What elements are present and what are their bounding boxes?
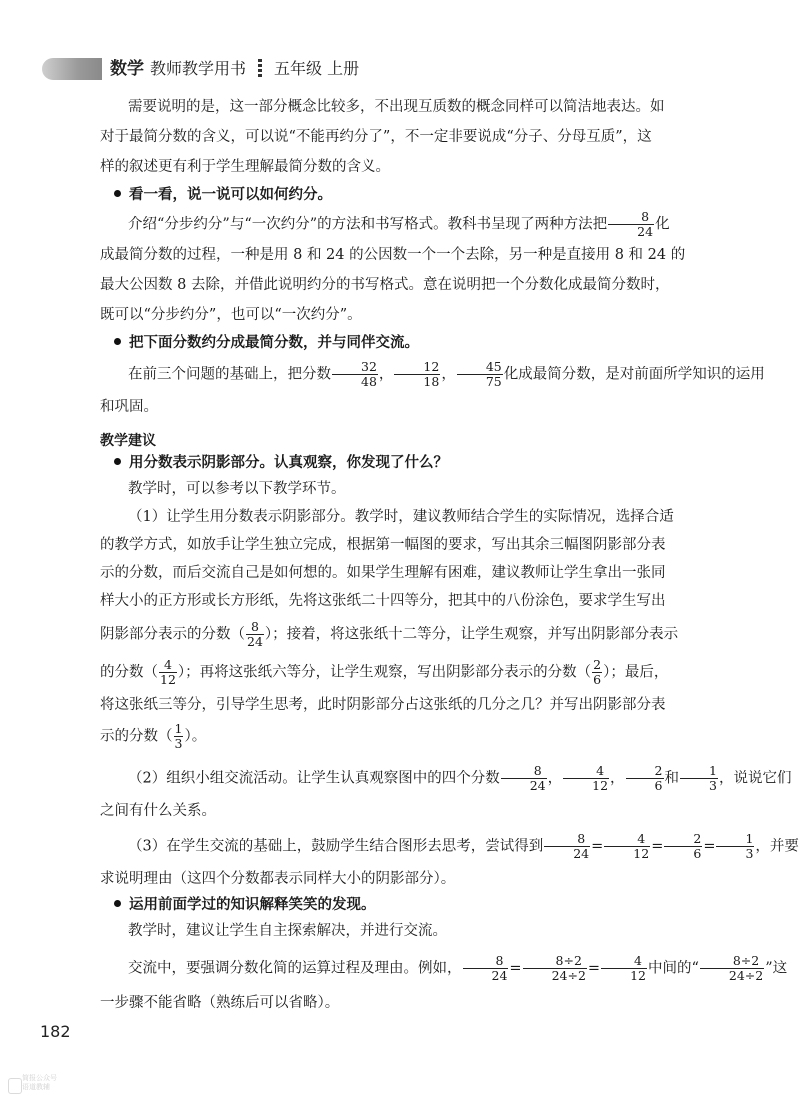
denominator: 24 — [247, 634, 263, 649]
fraction — [544, 832, 590, 861]
denominator: 48 — [361, 374, 377, 389]
page-header — [0, 52, 800, 92]
fraction — [700, 954, 764, 983]
text: ）；再将这张纸六等分，让学生观察，写出阴影部分表示的分数（ — [177, 664, 592, 681]
numerator: 45 — [457, 360, 503, 375]
denominator: 12 — [630, 968, 646, 983]
fraction — [592, 658, 602, 687]
paragraph-line: 对于最简分数的含义，可以说“不能再约分了”，不一定非要说成“分子、分母互质”，这 — [100, 129, 652, 145]
text: ， — [610, 770, 625, 787]
fraction — [159, 658, 177, 687]
fraction — [501, 764, 547, 793]
bullet-heading — [100, 450, 718, 477]
watermark-icon — [8, 1078, 22, 1094]
paragraph-line — [100, 722, 718, 751]
denominator: 24 — [529, 778, 546, 793]
text: ）。 — [184, 728, 207, 745]
fraction — [680, 764, 718, 793]
denominator: 24 — [573, 846, 590, 861]
bullet-icon — [114, 900, 121, 907]
numerator: 2 — [664, 832, 702, 847]
numerator: 4 — [563, 764, 609, 779]
text: = — [591, 838, 604, 855]
header-book: 教师教学用书 — [150, 59, 247, 78]
fraction — [716, 832, 754, 861]
bullet-text: 看一看，说一说可以如何约分。 — [129, 187, 332, 203]
paragraph-line: （1）让学生用分数表示阴影部分。教学时，建议教师结合学生的实际情况，选择合适 — [128, 509, 674, 525]
denominator: 6 — [593, 672, 602, 687]
fraction — [608, 210, 654, 239]
text: ， — [378, 366, 394, 383]
text: （2）组织小组交流活动。让学生认真观察图中的四个分数 — [128, 770, 500, 787]
denominator: 3 — [709, 778, 717, 793]
denominator: 12 — [633, 846, 650, 861]
numerator: 2 — [593, 657, 602, 672]
numerator: 12 — [394, 360, 440, 375]
paragraph-line — [100, 763, 792, 793]
paragraph-line: 一步骤不能省略（熟练后可以省略）。 — [100, 995, 340, 1011]
numerator: 8÷2 — [523, 954, 587, 969]
bullet-icon — [114, 458, 121, 465]
text: ， — [547, 770, 563, 787]
text: 在前三个问题的基础上，把分数 — [128, 366, 331, 383]
numerator: 4 — [604, 832, 650, 847]
bullet-text: 把下面分数约分成最简分数，并与同伴交流。 — [129, 335, 419, 351]
numerator: 8 — [608, 210, 654, 225]
fraction — [601, 954, 647, 983]
fraction — [563, 764, 609, 793]
text: 的分数（ — [100, 664, 158, 681]
bullet-heading — [100, 892, 718, 919]
paragraph-line: 和巩固。 — [100, 399, 158, 415]
paragraph-line: 最大公因数 8 去除，并借此说明约分的书写格式。意在说明把一个分数化成最简分数时， — [100, 277, 670, 293]
section-title: 教学建议 — [100, 433, 156, 449]
fraction — [394, 360, 440, 389]
header-title — [110, 58, 359, 80]
text: 中间的“ — [647, 960, 699, 977]
paragraph-line: 教学时，建议让学生自主探索解决，并进行交流。 — [128, 923, 447, 939]
paragraph-line: 将这张纸三等分，引导学生思考，此时阴影部分占这张纸的几分之几？并写出阴影部分表 — [100, 697, 666, 713]
paragraph-line: 成最简分数的过程，一种是用 8 和 24 的公因数一个一个去除，另一种是直接用 8 和 24 的 — [100, 247, 686, 263]
fraction — [626, 764, 664, 793]
text: 交流中，要强调分数化简的运算过程及理由。例如， — [128, 960, 462, 977]
denominator: 75 — [485, 374, 502, 389]
fraction — [523, 954, 587, 983]
denominator: 18 — [423, 374, 440, 389]
bullet-text: 用分数表示阴影部分。认真观察，你发现了什么？ — [129, 455, 448, 471]
denominator: 24÷2 — [728, 968, 764, 983]
numerator: 2 — [626, 764, 664, 779]
header-grade: 五年级 上册 — [274, 59, 360, 78]
watermark — [8, 1074, 68, 1102]
paragraph-line: 教学时，可以参考以下教学环节。 — [128, 481, 346, 497]
text: ）；最后， — [603, 664, 669, 681]
paragraph-line: 的教学方式，如放手让学生独立完成，根据第一幅图的要求，写出其余三幅图阴影部分表 — [100, 537, 666, 553]
bullet-heading — [100, 330, 718, 357]
denominator: 24÷2 — [551, 968, 586, 983]
paragraph-line: 既可以“分步约分”，也可以“一次约分”。 — [100, 307, 362, 323]
text: 阴影部分表示的分数（ — [100, 626, 245, 643]
denominator: 12 — [160, 672, 176, 687]
numerator: 8 — [544, 832, 590, 847]
numerator: 8 — [246, 620, 264, 635]
text: = — [587, 960, 601, 977]
numerator: 4 — [159, 658, 177, 673]
text: 化 — [655, 216, 670, 233]
text: ”这 — [765, 960, 788, 977]
bullet-icon — [114, 190, 121, 197]
text: = — [509, 960, 522, 977]
text: = — [651, 838, 664, 855]
fraction — [664, 832, 702, 861]
fraction — [457, 360, 503, 389]
page-number: 182 — [40, 1022, 71, 1041]
paragraph-line: 之间有什么关系。 — [100, 803, 216, 819]
numerator: 1 — [174, 721, 183, 736]
text: ，并要 — [755, 838, 799, 855]
header-decor-bar — [42, 58, 102, 80]
paragraph-line — [100, 620, 718, 649]
paragraph-line: 需要说明的是，这一部分概念比较多，不出现互质数的概念同样可以简洁地表达。如 — [128, 99, 665, 115]
paragraph-line — [100, 359, 765, 389]
text: 示的分数（ — [100, 728, 173, 745]
denominator: 24 — [491, 968, 508, 983]
numerator: 8÷2 — [700, 954, 764, 969]
paragraph-line: 示的分数，而后交流自己是如何想的。如果学生理解有困难，建议教师让学生拿出一张同 — [100, 565, 666, 581]
text: （3）在学生交流的基础上，鼓励学生结合图形去思考，尝试得到 — [128, 838, 544, 855]
text: 和 — [664, 770, 679, 787]
paragraph-line — [100, 831, 799, 861]
numerator: 32 — [332, 360, 378, 375]
numerator: 8 — [501, 764, 547, 779]
paragraph-line: 样大小的正方形或长方形纸，先将这张纸二十四等分，把其中的八份涂色，要求学生写出 — [100, 593, 666, 609]
fraction — [463, 954, 509, 983]
denominator: 12 — [592, 778, 609, 793]
denominator: 3 — [745, 846, 754, 861]
paragraph-line: 求说明理由（这四个分数都表示同样大小的阴影部分）。 — [100, 871, 456, 887]
fraction — [246, 620, 264, 649]
text: 介绍“分步约分”与“一次约分”的方法和书写格式。教科书呈现了两种方法把 — [128, 216, 608, 233]
bullet-text: 运用前面学过的知识解释笑笑的发现。 — [129, 897, 376, 913]
bullet-icon — [114, 338, 121, 345]
denominator: 3 — [174, 736, 183, 751]
paragraph-line: 样的叙述更有利于学生理解最简分数的含义。 — [100, 159, 390, 175]
fraction — [604, 832, 650, 861]
numerator: 4 — [601, 954, 647, 969]
text: 化成最简分数，是对前面所学知识的运用 — [503, 366, 765, 383]
paragraph-line — [100, 210, 718, 239]
fraction — [332, 360, 378, 389]
text: ，说说它们 — [718, 770, 792, 787]
watermark-line: 简报公众号 — [22, 1074, 57, 1082]
numerator: 8 — [463, 954, 509, 969]
watermark-line: 语道教辅 — [22, 1083, 50, 1091]
text: ）；接着，将这张纸十二等分，让学生观察，并写出阴影部分表示 — [264, 626, 679, 643]
numerator: 1 — [680, 764, 718, 779]
header-separator — [258, 59, 262, 77]
fraction — [174, 722, 184, 751]
denominator: 24 — [637, 224, 654, 239]
numerator: 1 — [716, 832, 754, 847]
header-subject: 数学 — [110, 59, 144, 79]
text: ， — [441, 366, 456, 383]
denominator: 6 — [654, 778, 663, 793]
bullet-heading — [100, 182, 718, 209]
text: = — [703, 838, 716, 855]
paragraph-line — [100, 658, 718, 687]
denominator: 6 — [693, 846, 702, 861]
